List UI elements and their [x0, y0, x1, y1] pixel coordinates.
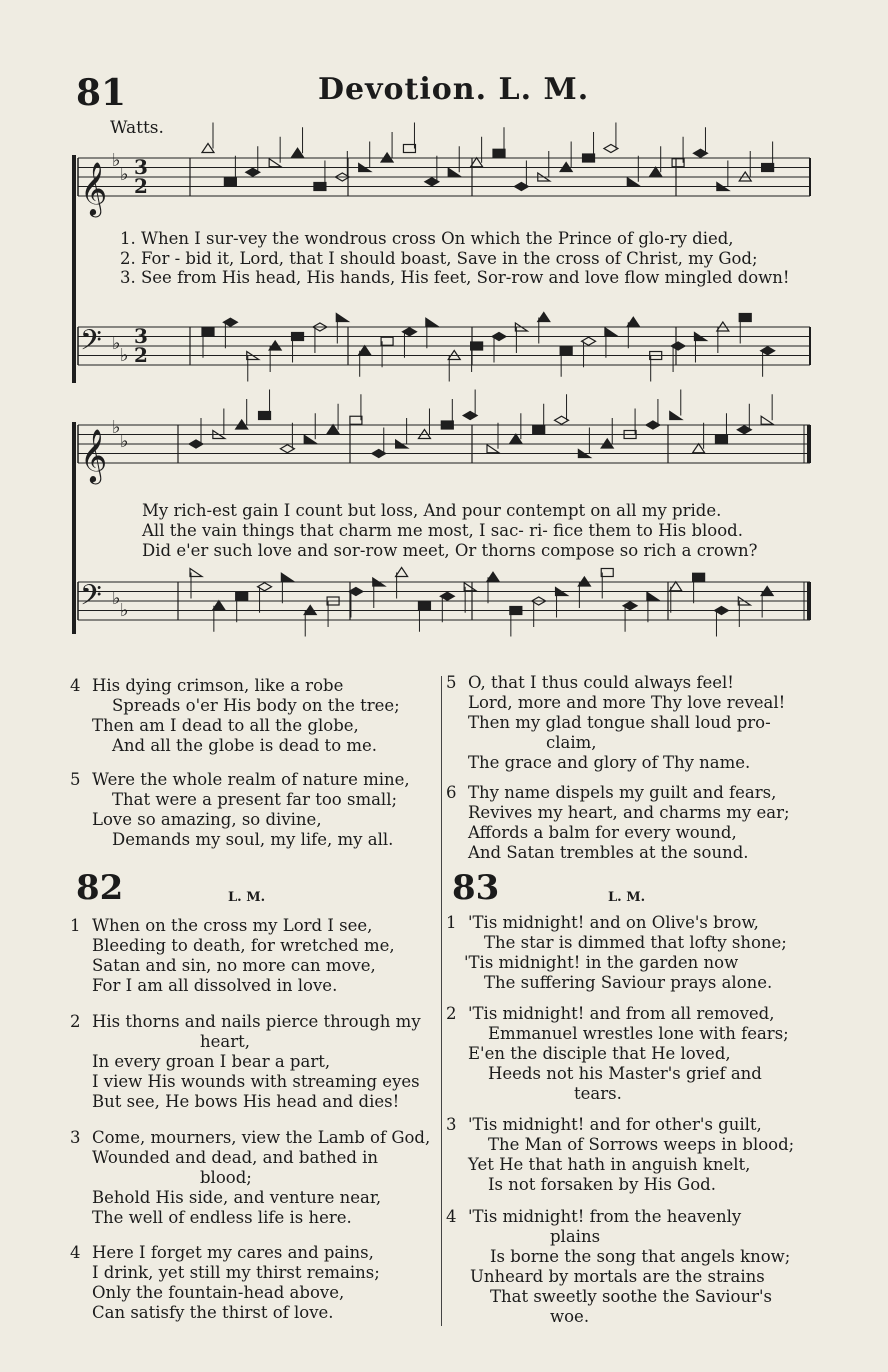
stanza: 2 'Tis midnight! and from all removed, Emmanuel wrestles lone with fears; E'en the disciple that He loved, Heeds not his Master's grief and tears. [446, 1004, 789, 1103]
lyric-line: 2. For - bid it, Lord, that I should boast, Save in the cross of Christ, my God; [120, 249, 758, 268]
hymn-meter: L. M. [228, 890, 266, 905]
lyric-line: 1. When I sur-vey the wondrous cross On which the Prince of glo-ry died, [120, 229, 734, 248]
note-head [448, 168, 460, 176]
note-head [381, 337, 393, 345]
note-head [538, 313, 550, 322]
note-head [269, 159, 281, 167]
note-head [336, 314, 348, 322]
note-head [510, 434, 522, 443]
note-head [202, 144, 214, 153]
note-head [327, 425, 339, 434]
system-bracket [72, 155, 76, 383]
time-signature-top: 3 [134, 155, 148, 179]
author-credit: Watts. [110, 118, 164, 138]
note-head [292, 333, 304, 341]
note-head [426, 318, 438, 326]
note-head [560, 347, 572, 355]
note-head [670, 412, 682, 420]
stanza: 1 When on the cross my Lord I see, Bleeding to death, for wretched me, Satan and sin, no more can move, For I am all dissolved in love. [70, 916, 395, 995]
lyric-line: My rich-est gain I count but loss, And pour contempt on all my pride. [142, 501, 722, 520]
final-bar [807, 425, 811, 463]
note-head [359, 346, 371, 355]
stanza: 4 His dying crimson, like a robe Spreads o'er His body on the tree; Then am I dead to all the globe, And all the globe is dead to me. [70, 676, 400, 755]
bass-clef-icon: 𝄢 [80, 324, 102, 364]
lyric-line: All the vain things that charm me most, I sac- ri- fice them to His blood. [142, 521, 743, 540]
system-bracket [72, 422, 76, 634]
note-head [487, 445, 499, 453]
flat-icon: ♭ [112, 150, 121, 171]
note-head [605, 328, 617, 336]
flat-icon: ♭ [112, 417, 121, 438]
stanza: 5 Were the whole realm of nature mine, That were a present far too small; Love so amazing, so divine, Demands my soul, my life, my all. [70, 770, 410, 849]
bass-clef-icon: 𝄢 [80, 579, 102, 619]
stanza: 1 'Tis midnight! and on Olive's brow, The star is dimmed that lofty shone; 'Tis midnight! in the garden now The suffering Saviour prays alone. [446, 913, 787, 992]
note-head [693, 573, 705, 581]
note-head [202, 328, 214, 336]
note-head [441, 421, 453, 429]
note-head [350, 416, 362, 424]
note-head [739, 314, 751, 322]
flat-icon: ♭ [112, 588, 121, 609]
lyric-line: 3. See from His head, His hands, His feet, Sor-row and love flow mingled down! [120, 268, 790, 287]
note-head [493, 149, 505, 157]
note-head [213, 601, 225, 610]
note-head [650, 167, 662, 176]
note-head [464, 583, 476, 591]
note-head [281, 573, 293, 581]
note-head [601, 569, 613, 577]
note-head [762, 164, 774, 172]
note-head [292, 148, 304, 157]
note-head [693, 444, 705, 453]
stanza: 6 Thy name dispels my guilt and fears, Revives my heart, and charms my ear; Affords a balm for every wound, And Satan trembles at the sound. [446, 783, 790, 862]
flat-icon: ♭ [120, 600, 129, 621]
note-head [396, 568, 408, 577]
note-head [761, 416, 773, 424]
note-head [190, 569, 202, 577]
note-head [647, 592, 659, 600]
note-head [627, 317, 639, 326]
stanza: 3 Come, mourners, view the Lamb of God, Wounded and dead, and bathed in blood; Behold His side, and venture near, The well of endless life is here. [70, 1128, 431, 1227]
note-head [259, 412, 271, 420]
hymn-number: 82 [76, 868, 124, 908]
note-head [403, 145, 415, 153]
note-head [471, 342, 483, 350]
hymn-number: 81 [76, 72, 127, 114]
note-head [715, 435, 727, 443]
stanza: 3 'Tis midnight! and for other's guilt, The Man of Sorrows weeps in blood; Yet He that hath in anguish knelt, Is not forsaken by His God. [446, 1115, 795, 1194]
time-signature-bottom: 2 [134, 343, 148, 367]
column-divider [441, 676, 442, 1326]
note-head [583, 154, 595, 162]
note-head [672, 159, 684, 167]
treble-clef-icon: 𝄞 [80, 428, 108, 482]
note-head [627, 178, 639, 186]
treble-clef-icon: 𝄞 [80, 161, 108, 215]
stanza: 4 Here I forget my cares and pains, I drink, yet still my thirst remains; Only the fountain-head above, Can satisfy the thirst of love. [70, 1243, 380, 1322]
note-head [487, 572, 499, 581]
hymn-meter: L. M. [608, 890, 646, 905]
lyric-line: Did e'er such love and sor-row meet, Or thorns compose so rich a crown? [142, 541, 758, 560]
time-signature-top: 3 [134, 324, 148, 348]
stanza: 4 'Tis midnight! from the heavenly plains Is borne the song that angels know; Unheard by mortals are the strains That sweetly soothe the Saviour's woe. [446, 1207, 791, 1326]
stanza: 5 O, that I thus could always feel! Lord, more and more Thy love reveal! Then my glad tongue shall loud pro- claim, The grace and glory of Thy name. [446, 673, 786, 772]
note-head [418, 602, 430, 610]
note-head [224, 178, 236, 186]
stanza: 2 His thorns and nails pierce through my heart, In every groan I bear a part, I view His wounds with streaming eyes But see, He bows His head and dies! [70, 1012, 421, 1111]
note-head [304, 435, 316, 443]
hymn-number: 83 [452, 868, 500, 908]
time-signature-bottom: 2 [134, 174, 148, 198]
note-head [236, 592, 248, 600]
note-head [510, 607, 522, 615]
note-head [314, 183, 326, 191]
flat-icon: ♭ [120, 164, 129, 185]
note-head [533, 426, 545, 434]
flat-icon: ♭ [120, 345, 129, 366]
flat-icon: ♭ [120, 431, 129, 452]
note-head [670, 582, 682, 591]
hymn-title: Devotion. L. M. [318, 72, 590, 107]
flat-icon: ♭ [112, 333, 121, 354]
final-bar [807, 582, 811, 620]
